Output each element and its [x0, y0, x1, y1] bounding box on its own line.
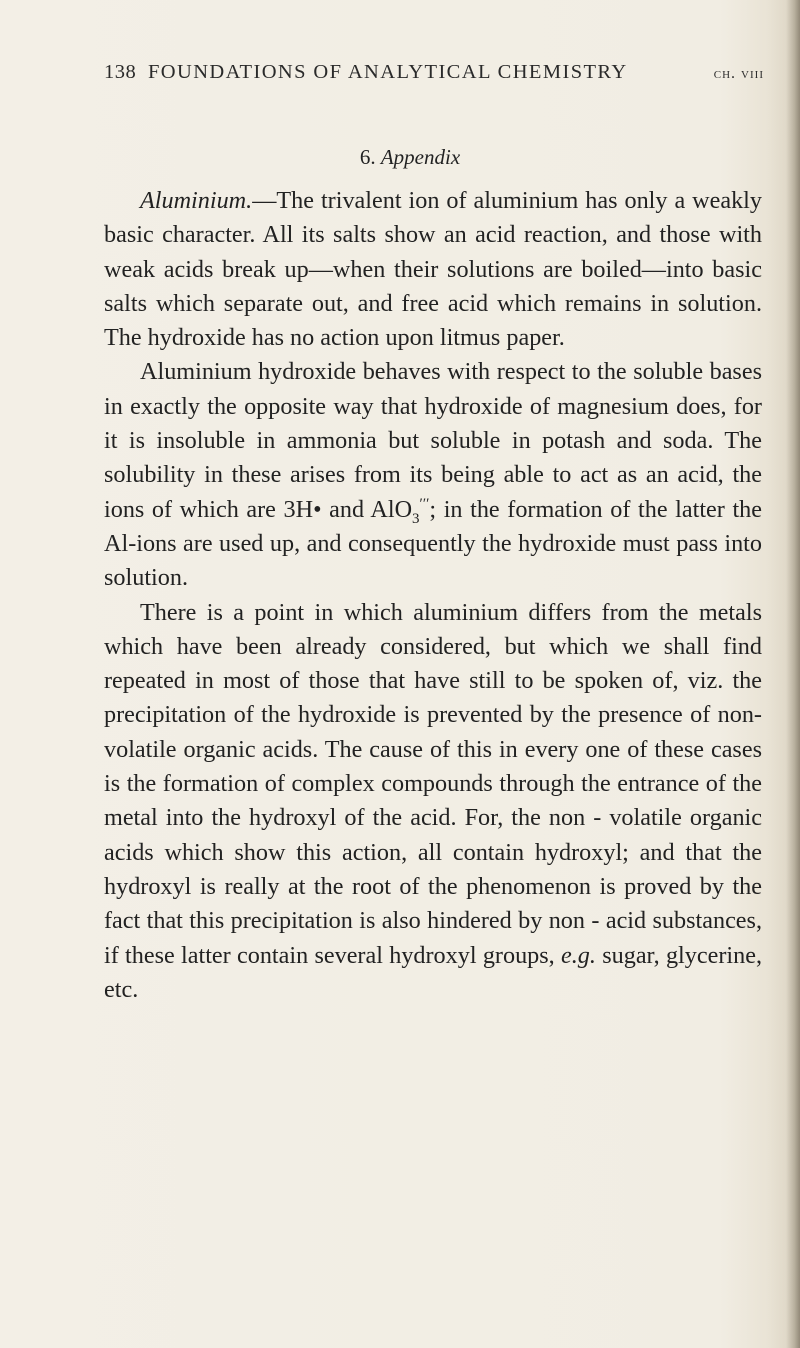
paragraph-text: ; in the formation of the latter the Al-ions are used up, and consequently the hydroxide must pass into solution.: [104, 495, 763, 592]
paragraph-text: sugar, glycerine, etc.: [104, 941, 762, 1003]
formula-subscript: 3: [412, 510, 420, 527]
page-number: 138: [104, 61, 137, 83]
paragraph-text: and: [321, 495, 371, 523]
chapter-label: ch. viii: [713, 65, 764, 82]
hydrogen-ion-formula: 3H•: [283, 495, 322, 523]
paragraph-text: Aluminium hydroxide behaves with respect to the soluble bases in exactly the opposite way that hydroxide of magnesium does, for it is insoluble in ammonia but soluble in potash and soda. The solubility in these arises from its being able to act as an acid, the ions of which are: [104, 358, 762, 523]
paragraph-text: —The trivalent ion of aluminium has only a weakly basic character. All its salts show an acid reaction, and those with weak acids break up—when their solutions are boiled—into basic salts which separate out, and free acid which remains in solution. The hydroxide has no action upon litmus paper.: [104, 187, 762, 352]
formula-charge: ′′′: [419, 495, 430, 512]
section-title: Appendix: [380, 145, 461, 169]
paragraph-text: There is a point in which aluminium differs from the metals which have been already considered, but which we shall find repeated in most of those that have still to be spoken of, viz. the precipitation of the hydroxide is prevented by the presence of non-volatile organic acids. The cause of this in every one of these cases is the formation of complex compounds through the entrance of the metal into the hydroxyl of the acid. For, the non - volatile organic acids which show this action, all contain hydroxyl; and that the hydroxyl is really at the root of the phenomenon is proved by the fact that this precipitation is also hindered by non - acid substances, if these latter contain several hydroxyl groups,: [104, 598, 762, 969]
paragraph-lead: Aluminium.: [140, 187, 253, 214]
paragraph-aluminium: [104, 184, 762, 355]
section-number: 6.: [359, 145, 376, 169]
paragraph-hydroxide: [104, 355, 762, 595]
paragraph-organic-acids: [104, 596, 762, 1008]
page-edge-shadow: [786, 0, 800, 1348]
eg-abbreviation: e.g.: [561, 941, 596, 969]
section-heading: [0, 145, 800, 170]
formula-base: AlO: [370, 495, 413, 523]
running-header: [104, 61, 764, 91]
aluminate-ion-formula: [370, 495, 430, 527]
body-text: [104, 184, 762, 1007]
running-title: FOUNDATIONS OF ANALYTICAL CHEMISTRY: [148, 61, 628, 83]
